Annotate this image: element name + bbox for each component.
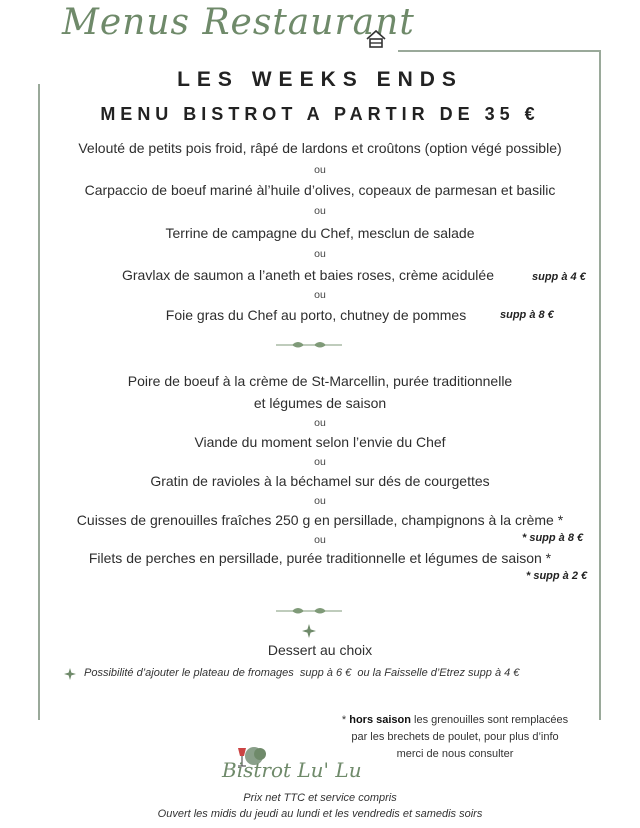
leaf-divider-icon — [274, 604, 344, 618]
or-separator: ou — [314, 534, 326, 546]
main-5: Filets de perches en persillade, purée traditionnelle et légumes de saison * — [88, 550, 552, 566]
starter-5: Foie gras du Chef au porto, chutney de pommes — [165, 307, 467, 323]
menu-title: LES WEEKS ENDS — [177, 68, 463, 91]
main-2: Viande du moment selon l’envie du Chef — [194, 434, 446, 450]
home-icon — [365, 28, 387, 50]
main-1-line1: Poire de boeuf à la crème de St-Marcellin, purée traditionnelle — [127, 373, 513, 389]
footer-prices: Prix net TTC et service compris — [243, 792, 397, 804]
starter-3: Terrine de campagne du Chef, mesclun de salade — [165, 225, 475, 241]
or-separator: ou — [314, 456, 326, 468]
main-5-supplement: * supp à 2 € — [526, 570, 588, 582]
or-separator: ou — [314, 164, 326, 176]
or-separator: ou — [314, 289, 326, 301]
note-bold: hors saison — [349, 714, 411, 726]
starter-4: Gravlax de saumon a l’aneth et baies roses, crème acidulée — [122, 267, 494, 283]
starter-4-supplement: supp à 4 € — [532, 271, 586, 283]
menu-subtitle: MENU BISTROT A PARTIR DE 35 € — [100, 104, 540, 124]
footer-hours: Ouvert les midis du jeudi au lundi et les vendredis et samedis soirs — [157, 808, 483, 820]
starter-2: Carpaccio de boeuf mariné àl’huile d’olives, copeaux de parmesan et basilic — [84, 182, 556, 198]
footer-brand: Bistrot Lu' Lu — [222, 758, 362, 782]
main-4-supplement: * supp à 8 € — [522, 532, 584, 544]
main-3: Gratin de ravioles à la béchamel sur dés de courgettes — [150, 473, 490, 489]
cheese-option — [84, 667, 519, 679]
or-separator: ou — [314, 495, 326, 507]
frame-top — [398, 50, 600, 52]
or-separator: ou — [314, 417, 326, 429]
sparkle-icon — [64, 668, 76, 680]
cheese-supplement: supp à 6 € — [299, 667, 352, 679]
faisselle-option: ou la Faisselle d’Etrez supp à 4 € — [357, 667, 520, 679]
sparkle-icon — [302, 624, 316, 638]
starter-1: Velouté de petits pois froid, râpé de lardons et croûtons (option végé possible) — [78, 140, 562, 156]
starter-5-supplement: supp à 8 € — [500, 309, 554, 321]
cheese-option-text: Possibilité d’ajouter le plateau de fromages — [84, 667, 294, 679]
brand-title: Menus Restaurant — [62, 2, 415, 43]
leaf-divider-icon — [274, 338, 344, 352]
dessert-label: Dessert au choix — [267, 642, 373, 658]
main-1-line2: et légumes de saison — [253, 395, 387, 411]
or-separator: ou — [314, 248, 326, 260]
or-separator: ou — [314, 205, 326, 217]
seasonal-note: * hors saison les grenouilles sont remplacées par les brechets de poulet, pour plus d’info merci de nous consulter — [341, 714, 569, 760]
main-4: Cuisses de grenouilles fraîches 250 g en persillade, champignons à la crème * — [76, 512, 564, 528]
